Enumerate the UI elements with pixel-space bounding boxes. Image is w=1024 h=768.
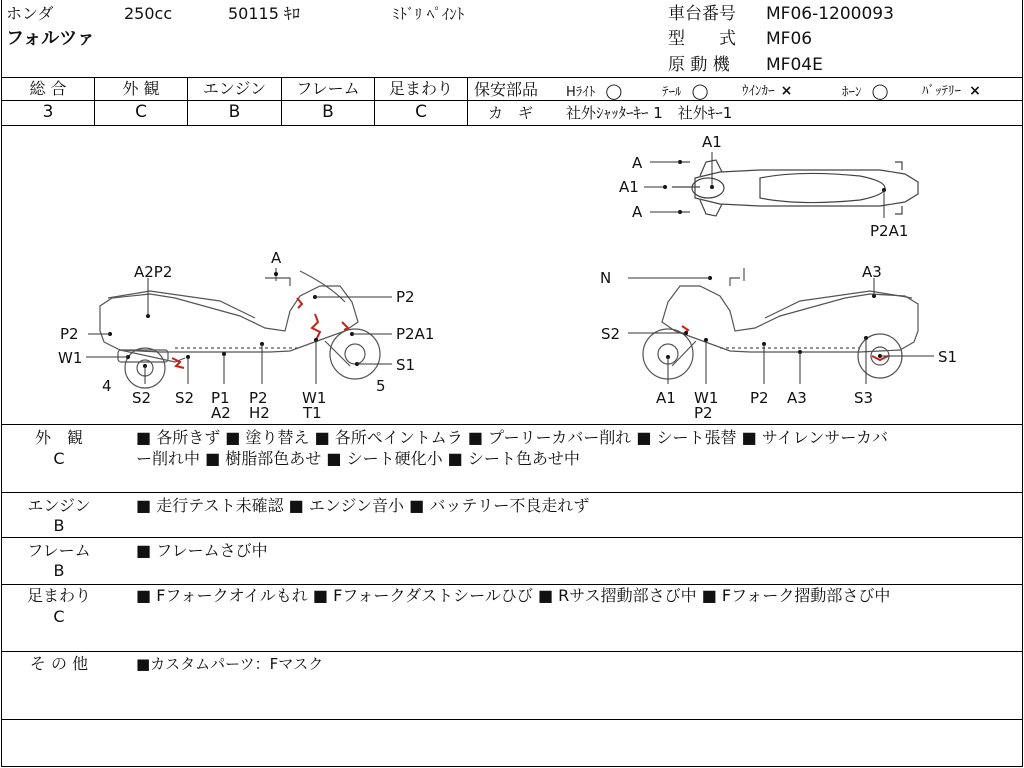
grade-suspension-value: C [415, 102, 427, 122]
label: S3 [854, 389, 874, 407]
maker: ホンダ [6, 4, 54, 23]
label: 4 [102, 377, 112, 395]
safety-item-name: ﾎｰﾝ [842, 85, 862, 100]
type-value: MF06 [766, 29, 813, 49]
remark-grade: C [53, 449, 65, 468]
label: H2 [249, 404, 270, 422]
divider [467, 77, 468, 125]
label: A2P2 [134, 263, 173, 281]
remark-grade: B [53, 516, 65, 535]
label: P2 [249, 389, 268, 407]
engine-value: MF04E [766, 55, 823, 75]
color: ﾐﾄﾞﾘ ﾍﾟｲﾝﾄ [392, 5, 465, 23]
grade-engine-label: エンジン [202, 79, 267, 98]
label: A1 [619, 178, 639, 196]
label: A2 [211, 404, 231, 422]
safety-mark: × [969, 83, 981, 99]
safety-item-horn [842, 82, 888, 102]
left-view-bike [100, 268, 380, 388]
type-label: 型 式 [668, 29, 736, 49]
label: P1 [211, 389, 230, 407]
safety-item-name: ｳｲﾝｶｰ [742, 84, 775, 99]
remark-line: ■ 各所きず ■ 塗り替え ■ 各所ペイントムラ ■ プーリーカバー削れ ■ シート張替 ■ サイレンサーカバ [136, 428, 889, 447]
safety-item-headlight [566, 82, 622, 102]
remark-grade: B [53, 561, 65, 580]
frame-no: MF06-1200093 [766, 4, 894, 24]
label: A [632, 154, 643, 172]
remark-line: ■ フレームさび中 [136, 541, 268, 560]
label: A3 [787, 389, 807, 407]
right-view-bike [643, 268, 918, 379]
divider [1, 584, 1022, 585]
label: W1 [694, 389, 719, 407]
grade-suspension-label: 足まわり [388, 79, 453, 98]
engine-label: 原 動 機 [668, 55, 730, 75]
remark-label: 外 観 [34, 428, 83, 447]
divider [1, 537, 1022, 538]
safety-mark: ◯ [605, 82, 623, 100]
label: P2 [60, 325, 79, 343]
label: N [600, 269, 612, 287]
safety-mark: × [780, 83, 793, 99]
label: S1 [938, 348, 958, 366]
divider [1, 492, 1022, 493]
divider [1, 100, 468, 101]
label: 5 [376, 377, 386, 395]
safety-item-name: ﾃｰﾙ [662, 85, 682, 100]
remark-line: ー削れ中 ■ 樹脂部色あせ ■ シート硬化小 ■ シート色あせ中 [136, 449, 580, 468]
grade-frame-label: フレーム [296, 79, 360, 98]
label: S1 [396, 356, 416, 374]
grade-exterior-label: 外 観 [122, 79, 160, 98]
grade-overall-value: 3 [42, 102, 54, 122]
remark-label: そ の 他 [29, 654, 89, 673]
grade-exterior-value: C [135, 102, 147, 122]
label: A [271, 249, 282, 267]
remark-label: フレーム [27, 541, 91, 560]
right-view-damage [682, 326, 888, 360]
label: W1 [302, 389, 327, 407]
remark-label: エンジン [27, 496, 91, 515]
divider [1, 719, 1022, 720]
label: P2A1 [396, 325, 435, 343]
label: A1 [656, 389, 676, 407]
label: P2 [750, 389, 769, 407]
grade-engine-value: B [228, 102, 241, 122]
mileage: 50115 ｷﾛ [228, 4, 300, 23]
safety-item-tail [662, 82, 708, 102]
remark-line: ■カスタムパーツ：Fマスク [136, 655, 324, 673]
top-view-leaders [644, 152, 884, 218]
label: A1 [702, 133, 722, 151]
model-name: フォルツァ [6, 28, 95, 49]
divider [1, 77, 1022, 78]
displacement: 250cc [124, 4, 173, 23]
safety-mark: ◯ [691, 82, 709, 100]
remark-grade: C [53, 607, 65, 626]
remark-line: ■ Fフォークオイルもれ ■ Fフォークダストシールひび ■ Rサス摺動部さび中 ■ Fフォーク摺動部さび中 [136, 586, 891, 605]
label: A [632, 203, 643, 221]
left-view-damage [172, 298, 348, 368]
label: A3 [862, 263, 882, 281]
label: P2A1 [870, 222, 909, 240]
safety-item-winker [742, 82, 792, 101]
label: S2 [601, 325, 621, 343]
safety-mark: ◯ [871, 82, 889, 100]
safety-item-name: Hﾗｲﾄ [566, 85, 596, 100]
label: S2 [175, 389, 195, 407]
grade-frame-value: B [322, 102, 334, 122]
label: P2 [694, 404, 713, 422]
key-value: 社外ｼｬｯﾀｰｷｰ 1 社外ｷｰ1 [566, 104, 733, 122]
divider [1, 651, 1022, 652]
key-label: カ ギ [488, 104, 534, 122]
remark-label: 足まわり [26, 586, 91, 605]
frame-no-label: 車台番号 [668, 4, 736, 24]
grade-overall-label: 総 合 [29, 79, 67, 98]
damage-diagram [0, 126, 1022, 424]
divider [1, 424, 1022, 425]
label: T1 [303, 404, 322, 422]
label: W1 [58, 349, 83, 367]
safety-item-name: ﾊﾞｯﾃﾘｰ [922, 84, 961, 99]
remark-line: ■ 走行テスト未確認 ■ エンジン音小 ■ バッテリー不良走れず [136, 496, 590, 515]
right-view-points [666, 276, 882, 359]
label: P2 [396, 288, 415, 306]
safety-label: 保安部品 [474, 80, 539, 99]
top-view-bike [672, 160, 918, 216]
safety-item-battery [922, 82, 981, 101]
label: S2 [132, 389, 152, 407]
